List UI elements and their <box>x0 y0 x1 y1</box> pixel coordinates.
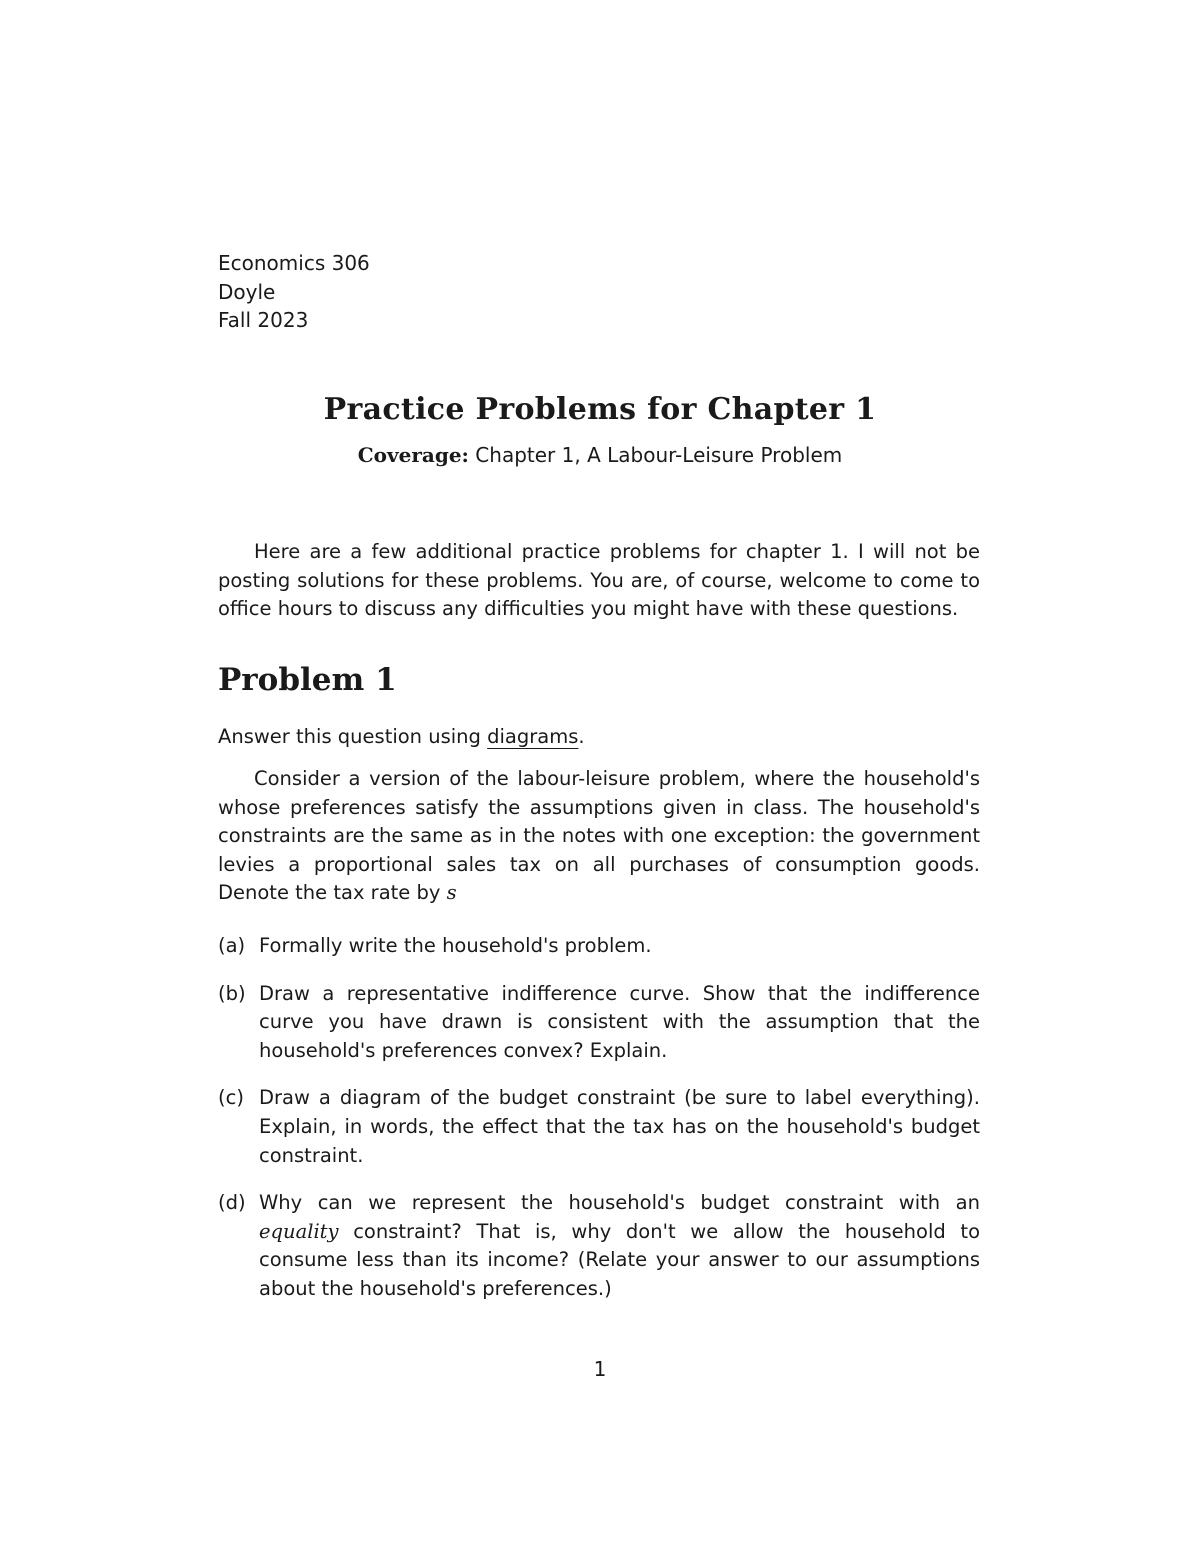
coverage-text: Chapter 1, A Labour-Leisure Problem <box>468 443 843 467</box>
course-header <box>218 249 370 335</box>
problem-instruction <box>218 725 585 748</box>
instruction-prefix: Answer this question using <box>218 725 488 748</box>
coverage-line <box>0 443 1200 467</box>
part-label: (c) <box>218 1086 244 1110</box>
problem-parts-list <box>218 932 980 1323</box>
instruction-underlined: diagrams <box>487 725 579 748</box>
list-item <box>218 932 980 961</box>
part-label: (d) <box>218 1191 246 1215</box>
list-item <box>218 1189 980 1303</box>
course-name: Economics 306 <box>218 251 370 275</box>
problem-heading: Problem 1 <box>218 662 397 698</box>
part-text <box>259 1189 980 1303</box>
part-text-after: constraint? That is, why don't we allow the household to consume less than its income? (Relate your answer to our assumptions about the household's preferences.) <box>259 1219 980 1300</box>
part-label: (b) <box>218 981 246 1005</box>
part-text: Draw a representative indifference curve. Show that the indifference curve you have drawn is consistent with the assumption that the household's preferences convex? Explain. <box>259 981 980 1062</box>
problem-paragraph-text: Consider a version of the labour-leisure problem, where the household's whose preferences satisfy the assumptions given in class. The household's constraints are the same as in the notes with one exception: the government levies a proportional sales tax on all purchases of consumption goods. Denote the tax rate by <box>218 767 980 905</box>
part-text: Formally write the household's problem. <box>259 934 652 957</box>
part-label: (a) <box>218 934 246 957</box>
part-text-emphasis: equality <box>259 1219 339 1243</box>
instructor-name: Doyle <box>218 279 276 304</box>
page-number: 1 <box>593 1357 607 1381</box>
problem-paragraph <box>218 765 980 908</box>
term: Fall 2023 <box>218 308 309 332</box>
part-text-before: Why can we represent the household's budget constraint with an <box>259 1191 980 1215</box>
part-text: Draw a diagram of the budget constraint (be sure to label everything). Explain, in words, the effect that the tax has on the household's budget constraint. <box>259 1086 980 1167</box>
instruction-suffix: . <box>578 725 585 748</box>
document-title: Practice Problems for Chapter 1 <box>323 392 877 427</box>
tax-rate-symbol: s <box>446 881 457 905</box>
intro-paragraph: Here are a few additional practice problems for chapter 1. I will not be posting solutions for these problems. You are, of course, welcome to come to office hours to discuss any difficulties you might have with these questions. <box>218 540 980 621</box>
coverage-label: Coverage: <box>357 443 469 467</box>
list-item <box>218 980 980 1066</box>
list-item <box>218 1084 980 1170</box>
